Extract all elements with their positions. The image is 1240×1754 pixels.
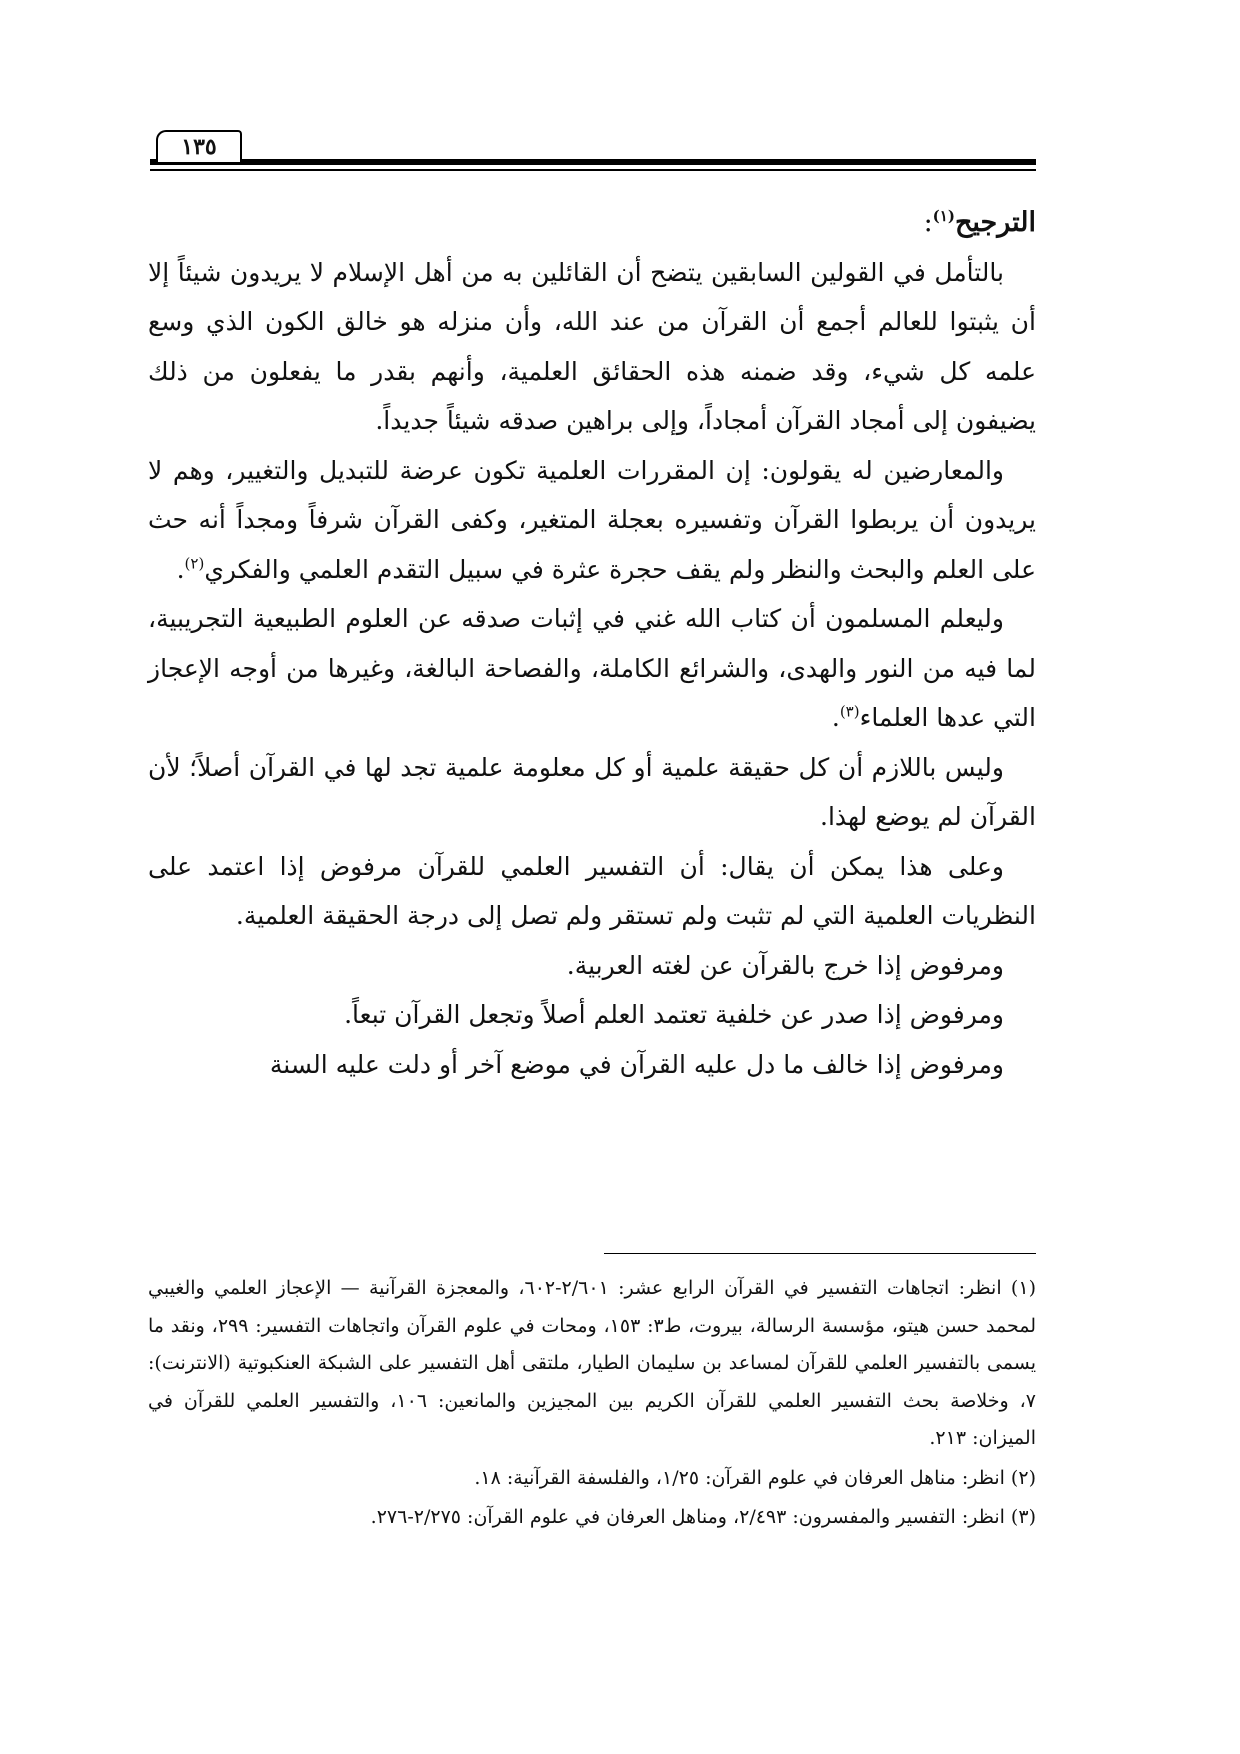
section-heading [148, 198, 1036, 248]
footnote-ref[interactable]: (٢) [184, 554, 205, 573]
footnote-ref[interactable]: (٣) [839, 702, 860, 721]
page-number: ١٣٥ [156, 130, 242, 162]
footnote-ref[interactable]: (١) [932, 207, 955, 225]
paragraph-text: وليعلم المسلمون أن كتاب الله غني في إثبات صدقه عن العلوم الطبيعية التجريبية، لما فيه من النور والهدى، والشرائع الكاملة، والفصاحة البالغة، وغيرها من أوجه الإعجاز التي عدها العلماء [148, 604, 1036, 732]
footnote-3: (٣) انظر: التفسير والمفسرون: ٢/٤٩٣، ومناهل العرفان في علوم القرآن: ٢/٢٧٥-٢٧٦. [370, 1506, 1036, 1528]
paragraph: ومرفوض إذا خرج بالقرآن عن لغته العربية. [566, 950, 1004, 980]
header-rule [150, 159, 1036, 165]
paragraph: وليس باللازم أن كل حقيقة علمية أو كل معلومة علمية تجد لها في القرآن أصلاً؛ لأن القرآن لم يوضع لهذا. [148, 752, 1036, 831]
footnote-2: (٢) انظر: مناهل العرفان في علوم القرآن: ١/٢٥، والفلسفة القرآنية: ١٨. [474, 1466, 1036, 1489]
paragraph: ومرفوض إذا صدر عن خلفية تعتمد العلم أصلاً وتجعل القرآن تبعاً. [344, 1000, 1004, 1029]
paragraph-end: . [176, 554, 185, 584]
paragraph: ومرفوض إذا خالف ما دل عليه القرآن في موضع آخر أو دلت عليه السنة [269, 1049, 1004, 1079]
paragraph: بالتأمل في القولين السابقين يتضح أن القائلين به من أهل الإسلام لا يريدون شيئاً إلا أن يثبتوا للعالم أجمع أن القرآن من عند الله، وأن منزله هو خالق الكون الذي وسع علمه كل شيء، وقد ضمنه هذه الحقائق العلمية، وأنهم بقدر ما يفعلون من ذلك يضيفون إلى أمجاد القرآن أمجاداً، وإلى براهين صدقه شيئاً جديداً. [148, 257, 1036, 435]
heading-title: الترجيح [954, 207, 1036, 238]
paragraph [148, 594, 1036, 743]
paragraph [148, 446, 1036, 595]
footnote-1: (١) انظر: اتجاهات التفسير في القرآن الرابع عشر: ٢/٦٠١-٦٠٢، والمعجزة القرآنية — الإعجاز العلمي والغيبي لمحمد حسن هيتو، مؤسسة الرسالة، بيروت، ط٣: ١٥٣، ومحات في علوم القرآن واتجاهات التفسير: ٢٩٩، ونقد ما يسمى بالتفسير العلمي للقرآن لمساعد بن سليمان الطيار، ملتقى أهل التفسير على الشبكة العنكبوتية (الانترنت): ٧، وخلاصة بحث التفسير العلمي للقرآن الكريم بين المجيزين والمانعين: ١٠٦، والتفسير العلمي للقرآن في الميزان: ٢١٣. [148, 1277, 1036, 1449]
footnotes [148, 1270, 1036, 1539]
paragraph-end: . [831, 703, 840, 732]
paragraph-text: والمعارضين له يقولون: إن المقررات العلمية تكون عرضة للتبديل والتغيير، وهم لا يريدون أن يربطوا القرآن وتفسيره بعجلة المتغير، وكفى القرآن شرفاً ومجداً أنه حث على العلم والبحث والنظر ولم يقف حجرة عثرة في سبيل التقدم العلمي والفكري [148, 455, 1036, 584]
heading-colon: : [923, 207, 933, 238]
paragraph: وعلى هذا يمكن أن يقال: أن التفسير العلمي للقرآن مرفوض إذا اعتمد على النظريات العلمية التي لم تثبت ولم تستقر ولم تصل إلى درجة الحقيقة العلمية. [148, 851, 1036, 930]
header-rule-thin [150, 169, 1036, 171]
body-text [148, 198, 1036, 1089]
footnote-separator [604, 1253, 1036, 1254]
